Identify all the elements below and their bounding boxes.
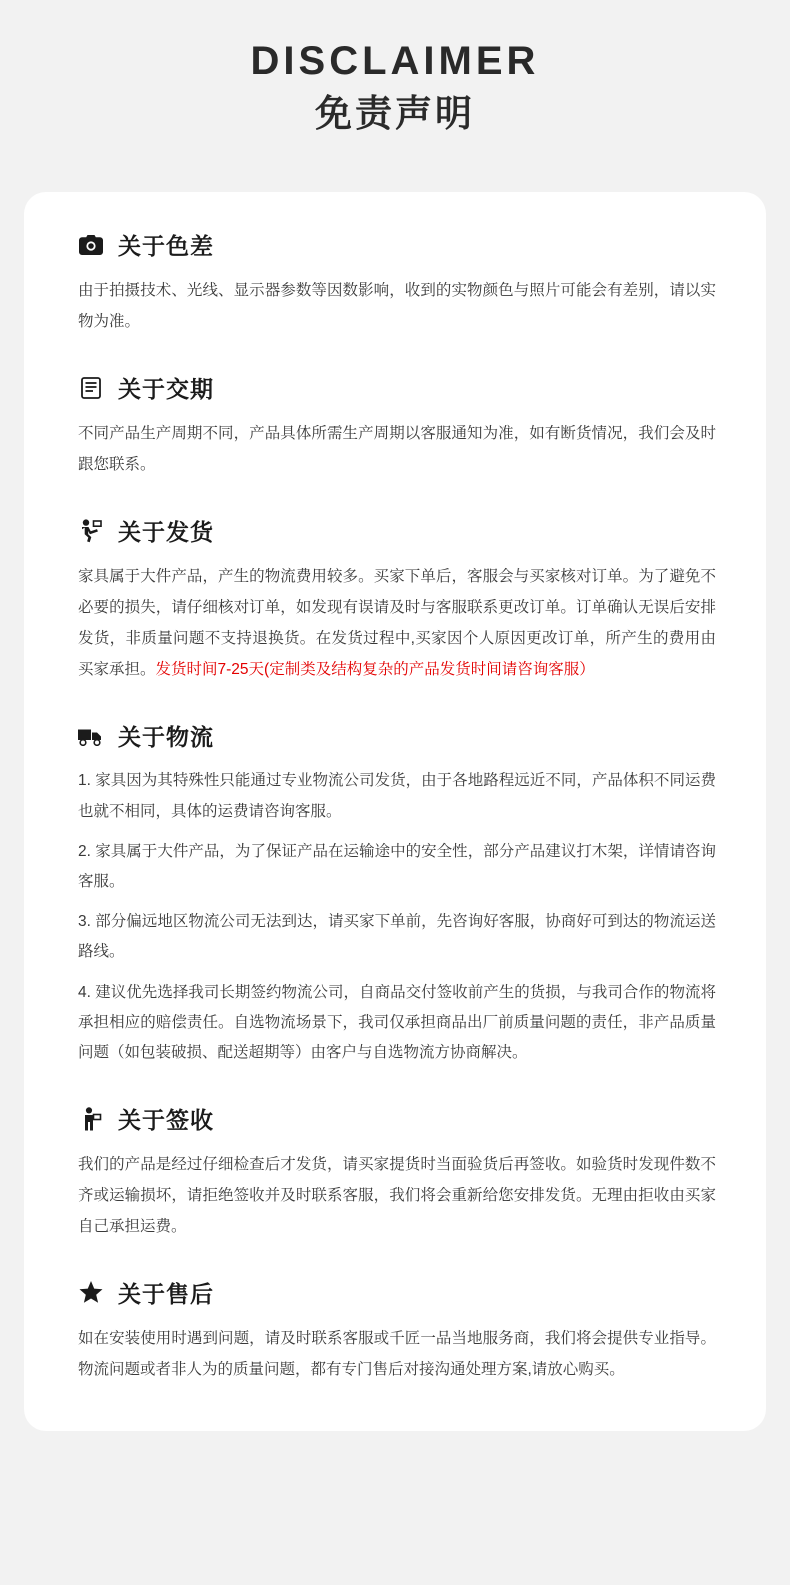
- section-body: [52, 1149, 738, 1242]
- delivery-person-icon: [78, 518, 104, 544]
- section-receipt: [52, 1102, 738, 1242]
- section-title: 关于物流: [118, 724, 214, 751]
- section-header: [52, 371, 738, 404]
- section-title: 关于交期: [118, 376, 214, 403]
- section-title: 关于签收: [118, 1107, 214, 1134]
- calendar-icon: [78, 375, 104, 401]
- paragraph: 3. 部分偏远地区物流公司无法到达，请买家下单前，先咨询好客服，协商好可到达的物流运送路线。: [78, 913, 716, 961]
- section-title: 关于色差: [118, 233, 214, 260]
- paragraph: [78, 561, 716, 685]
- section-color-difference: [52, 228, 738, 337]
- paragraph: 我们的产品是经过仔细检查后才发货，请买家提货时当面验货后再签收。如验货时发现件数不齐或运输损坏，请拒绝签收并及时联系客服，我们将会重新给您安排发货。无理由拒收由买家自己承担运费。: [78, 1156, 716, 1236]
- section-shipping: [52, 514, 738, 685]
- paragraph: 1. 家具因为其特殊性只能通过专业物流公司发货，由于各地路程远近不同，产品体积不同运费也就不相同，具体的运费请咨询客服。: [78, 772, 716, 820]
- section-header: [52, 719, 738, 752]
- camera-icon: [78, 232, 104, 258]
- section-logistics: [52, 719, 738, 1068]
- section-header: [52, 228, 738, 261]
- paragraph: 4. 建议优先选择我司长期签约物流公司，自商品交付签收前产生的货损，与我司合作的物流将承担相应的赔偿责任。自选物流场景下，我司仅承担商品出厂前质量问题的责任，非产品质量问题（如包装破损、配送超期等）由客户与自选物流方协商解决。: [78, 983, 716, 1062]
- section-body: [52, 1323, 738, 1385]
- paragraph: 由于拍摄技术、光线、显示器参数等因数影响，收到的实物颜色与照片可能会有差别，请以实物为准。: [78, 282, 716, 331]
- section-header: [52, 514, 738, 547]
- signature-person-icon: [78, 1106, 104, 1132]
- paragraph: 2. 家具属于大件产品，为了保证产品在运输途中的安全性，部分产品建议打木架，详情请咨询客服。: [78, 842, 716, 891]
- disclaimer-card: [24, 192, 766, 1431]
- section-body: [52, 561, 738, 685]
- section-body: [52, 275, 738, 337]
- paragraph: 不同产品生产周期不同，产品具体所需生产周期以客服通知为准，如有断货情况，我们会及时跟您联系。: [78, 425, 716, 474]
- shipping-time-highlight: 发货时间7-25天(定制类及结构复杂的产品发货时间请咨询客服）: [155, 661, 595, 679]
- section-body: [52, 418, 738, 480]
- paragraph: 如在安装使用时遇到问题，请及时联系客服或千匠一品当地服务商，我们将会提供专业指导。物流问题或者非人为的质量问题，都有专门售后对接沟通处理方案,请放心购买。: [78, 1330, 716, 1379]
- section-header: [52, 1276, 738, 1309]
- page-title-en: DISCLAIMER: [250, 39, 540, 83]
- section-header: [52, 1102, 738, 1135]
- section-title: 关于售后: [118, 1281, 214, 1308]
- truck-icon: [78, 723, 104, 749]
- section-lead-time: [52, 371, 738, 480]
- star-icon: [78, 1280, 104, 1306]
- section-body: [52, 766, 738, 1068]
- page-header: [0, 0, 790, 136]
- section-title: 关于发货: [118, 519, 214, 546]
- section-after-sales: [52, 1276, 738, 1385]
- paragraph-text: 家具属于大件产品，产生的物流费用较多。买家下单后，客服会与买家核对订单。为了避免不必要的损失，请仔细核对订单，如发现有误请及时与客服联系更改订单。订单确认无误后安排发货，非质量问题不支持退换货。在发货过程中,买家因个人原因更改订单，所产生的费用由买家承担。: [78, 568, 716, 679]
- page-title-cn: 免责声明: [315, 93, 475, 134]
